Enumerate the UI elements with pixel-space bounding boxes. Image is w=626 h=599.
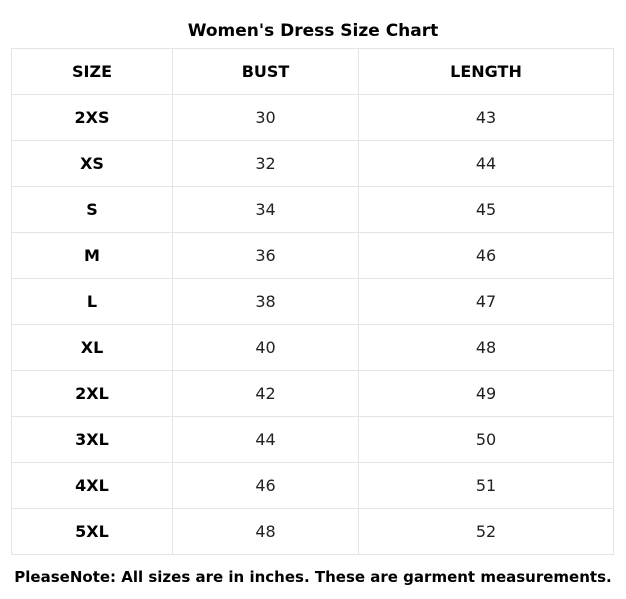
table-row (12, 371, 614, 417)
length-cell: 48 (359, 325, 614, 371)
length-cell: 45 (359, 187, 614, 233)
length-cell: 51 (359, 463, 614, 509)
size-cell: L (12, 279, 173, 325)
table-row (12, 187, 614, 233)
length-cell: 43 (359, 95, 614, 141)
bust-cell: 40 (173, 325, 359, 371)
length-cell: 44 (359, 141, 614, 187)
bust-cell: 42 (173, 371, 359, 417)
bust-cell: 44 (173, 417, 359, 463)
header-bust: BUST (173, 49, 359, 95)
size-cell: XS (12, 141, 173, 187)
table-row (12, 279, 614, 325)
size-cell: 2XL (12, 371, 173, 417)
size-cell: 4XL (12, 463, 173, 509)
bust-cell: 38 (173, 279, 359, 325)
size-table (11, 48, 614, 555)
size-cell: S (12, 187, 173, 233)
length-cell: 52 (359, 509, 614, 555)
header-size: SIZE (12, 49, 173, 95)
size-cell: 3XL (12, 417, 173, 463)
bust-cell: 34 (173, 187, 359, 233)
length-cell: 46 (359, 233, 614, 279)
size-cell: 2XS (12, 95, 173, 141)
table-row (12, 233, 614, 279)
table-header-row (12, 49, 614, 95)
header-length: LENGTH (359, 49, 614, 95)
table-row (12, 417, 614, 463)
size-cell: M (12, 233, 173, 279)
bust-cell: 36 (173, 233, 359, 279)
bust-cell: 30 (173, 95, 359, 141)
chart-title: Women's Dress Size Chart (187, 21, 439, 41)
table-row (12, 463, 614, 509)
bust-cell: 46 (173, 463, 359, 509)
length-cell: 49 (359, 371, 614, 417)
table-row (12, 509, 614, 555)
table-row (12, 325, 614, 371)
length-cell: 47 (359, 279, 614, 325)
bust-cell: 32 (173, 141, 359, 187)
bust-cell: 48 (173, 509, 359, 555)
table-row (12, 141, 614, 187)
length-cell: 50 (359, 417, 614, 463)
size-cell: XL (12, 325, 173, 371)
table-row (12, 95, 614, 141)
measurement-note: PleaseNote: All sizes are in inches. These are garment measurements. (14, 568, 612, 586)
size-cell: 5XL (12, 509, 173, 555)
